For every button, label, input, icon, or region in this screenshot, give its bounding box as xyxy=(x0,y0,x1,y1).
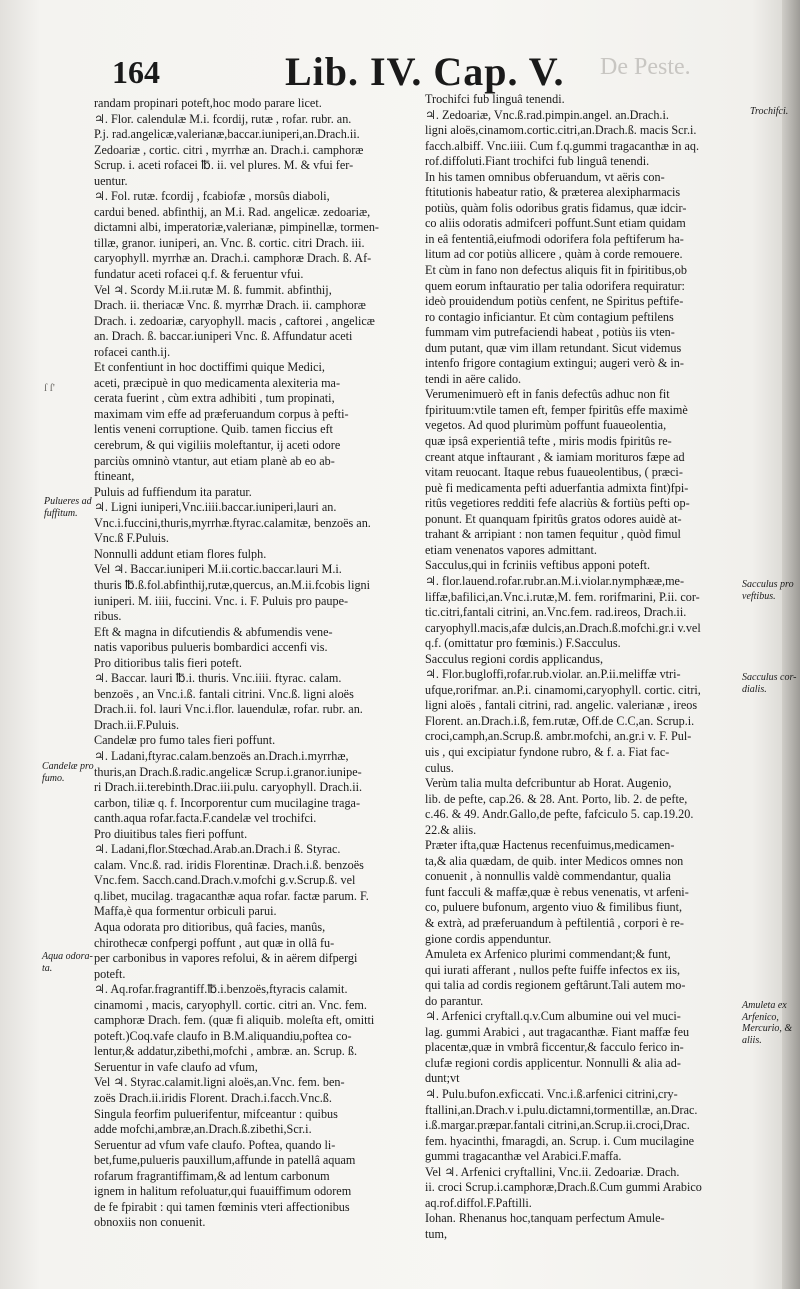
text-line: maximam vim effe ad præferuandum corpus à pefti- xyxy=(94,406,349,421)
text-line: uis , qui excipiatur fyndone rubro, & f. a. Fiat fac- xyxy=(425,744,670,759)
text-line: thuris,an Drach.ß.radic.angelicæ Scrup.i.granor.iunipe- xyxy=(94,764,362,779)
text-line: gione cordis appenduntur. xyxy=(425,931,552,946)
text-line: trahant & arripiant : non tamen fequitur , quòd fimul xyxy=(425,527,681,542)
text-line: vitam reuocant. Itaque rebus fuaueolentibus, ( præci- xyxy=(425,465,683,480)
margin-ink-mark: ſ ſ' xyxy=(44,382,55,394)
text-line: poteft.)Coq.vafe claufo in B.M.aliquandiu,poftea co- xyxy=(94,1028,352,1043)
text-line: ligni aloës , fantali citrini, rad. angelic. valerianæ , ireos xyxy=(425,698,698,713)
text-line: ♃. Arfenici cryftall.q.v.Cum albumine oui vel muci- xyxy=(425,1009,681,1024)
text-line: carbon, tiliæ q. f. Incorporentur cum mucilagine traga- xyxy=(94,795,361,810)
text-line: ignem in halitum refoluatur,qui fuauiffimum odorem xyxy=(94,1184,352,1199)
margin-note-line: fumo. xyxy=(42,772,65,784)
text-line: Vel ♃. Styrac.calamit.ligni aloës,an.Vnc. fem. ben- xyxy=(94,1075,345,1090)
text-line: ♃. Pulu.bufon.exficcati. Vnc.i.ß.arfenici citrini,cry- xyxy=(425,1087,678,1101)
text-line: bet,fume,pulueris pauxillum,affunde in patellâ aquam xyxy=(94,1153,356,1168)
text-line: In his tamen omnibus obferuandum, vt aëris con- xyxy=(425,169,665,184)
text-line: Vel ♃. Baccar.iuniperi M.ii.cortic.baccar.lauri M.i. xyxy=(94,562,342,577)
text-line: puè fi medicamenta pefti aduerfantia admixta fint)fpi- xyxy=(425,480,689,495)
running-title: Lib. IV. Cap. V. xyxy=(285,49,565,94)
text-line: conuenit , à nonnullis valdè commendantur, qualia xyxy=(425,869,671,884)
text-line: Verumenimuerò eft in fanis defectûs adhuc non fit xyxy=(425,387,670,402)
text-line: Scrup. i. aceti rofacei ℔. ii. vel plures. M. & vfui fer- xyxy=(94,158,354,173)
text-line: Vnc.i.fuccini,thuris,myrrhæ.ftyrac.calamitæ, benzoës an. xyxy=(94,515,371,530)
text-line: co, puluere bufonum, argento viuo & fimilibus fiunt, xyxy=(425,900,683,915)
margin-note-aqua xyxy=(42,951,93,974)
text-line: cerebrum, & qui vigiliis moleftantur, ij aceti odore xyxy=(94,438,341,453)
text-line: P.j. rad.angelicæ,valerianæ,baccar.iuniperi,an.Drach.ii. xyxy=(94,127,360,142)
text-line: dictamni albi, imperatoriæ,valerianæ, pimpinellæ, tormen- xyxy=(94,220,379,235)
text-line: benzoës , an Vnc.i.ß. fantali citrini. Vnc.ß. ligni aloës xyxy=(94,686,354,701)
text-line: Vnc.ß F.Puluis. xyxy=(94,531,169,546)
margin-note-line: Amuleta ex xyxy=(742,1000,787,1011)
text-line: ftallini,an.Drach.v i.pulu.dictamni,tormentillæ, an.Drac. xyxy=(425,1102,698,1117)
text-line: ftineant, xyxy=(94,469,135,484)
text-line: ii. croci Scrup.i.camphoræ,Drach.ß.Cum gummi Arabico xyxy=(425,1180,702,1195)
text-line: ♃. Baccar. lauri ℔.i. thuris. Vnc.iiii. ftyrac. calam. xyxy=(94,671,342,686)
text-line: lentis veneni corruptione. Quib. tamen ficcius eft xyxy=(94,422,333,437)
text-line: ftitutionis habeatur ratio, & præterea alexipharmacis xyxy=(425,185,681,200)
margin-note-pulueres xyxy=(44,496,92,519)
text-line: zoës Drach.ii.iridis Florent. Drach.i.facch.Vnc.ß. xyxy=(94,1091,332,1105)
margin-note-line: fuffitum. xyxy=(44,507,78,519)
text-line: Præter ifta,quæ Hactenus recenfuimus,medicamen- xyxy=(425,838,675,853)
text-line: intenfo frigore contagium extingui; augeri verò & in- xyxy=(425,356,684,371)
text-line: rof.diffoluti.Fiant trochifci fub linguâ tenendi. xyxy=(425,154,650,169)
text-line: qui talia ad cordis regionem geftârunt.Tali autem mo- xyxy=(425,978,686,993)
text-line: ro contagio inficiantur. Et cùm contagium peftilens xyxy=(425,309,674,324)
text-line: tic.citri,fantali citrini, an.Vnc.fem. rad.ireos, Drach.ii. xyxy=(425,605,687,620)
text-line: Vel ♃. Arfenici cryftallini, Vnc.ii. Zedoariæ. Drach. xyxy=(425,1164,680,1179)
margin-note-line: veftibus. xyxy=(742,590,776,602)
left-text-column xyxy=(94,96,426,1231)
text-line: q.libet, mucilag. tragacanthæ aqua rofar. factæ parum. F. xyxy=(94,888,369,903)
text-line: quem eorum inftauratio per talia odorifera requiratur: xyxy=(425,278,685,293)
text-line: tillæ, granor. iuniperi, an. Vnc. ß. cortic. citri Drach. iii. xyxy=(94,235,365,250)
text-line: cerata fuerint , cùm extra adhibiti , tum propinati, xyxy=(94,391,335,406)
margin-note-line: Arfenico, xyxy=(742,1011,779,1023)
text-line: lentur,& addatur,zibethi,mofchi , ambræ. an. Scrup. ß. xyxy=(94,1044,358,1059)
text-line: poteft. xyxy=(94,966,126,981)
text-line: Zedoariæ , cortic. citri , myrrhæ an. Drach.i. camphoræ xyxy=(94,142,364,157)
text-line: Eft & magna in difcutiendis & abfumendis vene- xyxy=(94,624,333,639)
text-line: caryophyll. myrrhæ an. Drach.i. camphoræ Drach. ß. Af- xyxy=(94,251,372,266)
text-line: clufæ regioni cordis applicentur. Nonnulli & alia ad- xyxy=(425,1055,681,1070)
text-line: Candelæ pro fumo tales fieri poffunt. xyxy=(94,733,276,748)
text-line: ♃. Ladani,flor.Stœchad.Arab.an.Drach.i ß. Styrac. xyxy=(94,842,341,857)
text-line: iuniperi. M. iiii, fuccini. Vnc. i. F. Puluis pro paupe- xyxy=(94,593,349,608)
text-line: canth.aqua rofar.facta.F.candelæ vel trochifci. xyxy=(94,811,317,826)
text-line: Seruentur ad vfum vafe claufo. Poftea, quando li- xyxy=(94,1137,336,1152)
text-line: ta,& alia quædam, de quib. inter Medicos omnes non xyxy=(425,853,684,868)
margin-note-line: Sacculus pro xyxy=(742,579,794,590)
text-line: de fe fpirabit : qui tamen fœminis vteri affectionibus xyxy=(94,1199,350,1214)
text-line: tum, xyxy=(425,1226,448,1241)
text-line: Verùm talia multa defcribuntur ab Horat. Augenio, xyxy=(425,776,672,791)
text-line: ufque,rorifmar. an.P.i. cinamomi,caryophyll. cortic. citri, xyxy=(425,682,701,697)
text-line: ponunt. Et quanquam fpiritûs gratos odores auidè at- xyxy=(425,511,682,526)
text-line: adde mofchi,ambræ,an.Drach.ß.zibethi,Scr.i. xyxy=(94,1122,312,1137)
text-line: ♃. Fol. rutæ. fcordij , fcabiofæ , morsûs diaboli, xyxy=(94,189,330,204)
text-line: vegetos. Ad quod plurimùm poffunt fuaueolentia, xyxy=(425,418,667,433)
text-line: parciùs omninò vtantur, aut etiam planè ab eo ab- xyxy=(94,453,335,468)
margin-note-line: Pulueres ad xyxy=(44,496,92,507)
text-line: q.f. (omittatur pro fœminis.) F.Sacculus. xyxy=(425,636,621,651)
text-line: Aqua odorata pro ditioribus, quâ facies, manûs, xyxy=(94,919,326,934)
text-line: do parantur. xyxy=(425,993,484,1008)
text-line: c.46. & 49. Andr.Gallo,de pefte, fafciculo 5. cap.19.20. xyxy=(425,807,694,822)
text-line: aq.rof.diffol.F.Paftilli. xyxy=(425,1195,532,1210)
page-header xyxy=(0,48,800,98)
text-line: uentur. xyxy=(94,173,128,188)
book-spine-shadow xyxy=(782,0,800,1289)
text-line: Vel ♃. Scordy M.ii.rutæ M. ß. fummit. abfinthij, xyxy=(94,282,332,297)
text-line: Drach. ii. theriacæ Vnc. ß. myrrhæ Drach. ii. camphoræ xyxy=(94,298,366,313)
text-line: dunt;vt xyxy=(425,1071,460,1086)
text-line: croci,camph,an.Scrup.ß. ambr.mofchi, an.gr.i v. F. Pul- xyxy=(425,729,692,744)
text-line: Amuleta ex Arfenico plurimi commendant;& funt, xyxy=(425,947,671,962)
text-line: Vnc.fem. Sacch.cand.Drach.v.mofchi g.v.Scrup.ß. vel xyxy=(94,873,356,888)
margin-note-line: dialis. xyxy=(742,683,767,695)
text-line: randam propinari poteft,hoc modo parare licet. xyxy=(94,96,322,110)
text-line: fem. hyacinthi, fmaragdi, an. Scrup. i. Cum mucilagine xyxy=(425,1133,695,1148)
text-line: & extrà, ad præferuandum à peftilentiâ , corpori è re- xyxy=(425,915,684,930)
text-line: ♃. Zedoariæ, Vnc.ß.rad.pimpin.angel. an.Drach.i. xyxy=(425,107,669,122)
text-line: Florent. an.Drach.i.ß, fem.rutæ, Off.de C.C,an. Scrup.i. xyxy=(425,713,695,728)
text-line: Nonnulli addunt etiam flores fulph. xyxy=(94,546,267,561)
text-line: lag. gummi Arabici , aut tragacanthæ. Fiant maffæ feu xyxy=(425,1024,690,1039)
text-line: Maffa,è qua formentur orbiculi parui. xyxy=(94,904,277,919)
text-line: rofacei canth.ij. xyxy=(94,344,171,359)
text-line: in eâ fententiâ,eiufmodi odorifera fola peftiferum ha- xyxy=(425,231,684,246)
text-line: rofarum fragrantiffimam,& ad lentum carbonum xyxy=(94,1168,330,1183)
text-line: etiam venenatos vapores admittant. xyxy=(425,542,597,557)
margin-note-line: ta. xyxy=(42,962,53,974)
text-line: ligni aloës,cinamom.cortic.citri,an.Drach.ß. macis Scr.i. xyxy=(425,123,697,138)
text-line: an. Drach. ß. baccar.iuniperi Vnc. ß. Affundatur aceti xyxy=(94,329,353,344)
text-line: Singula feorfim puluerifentur, mifceantur : quibus xyxy=(94,1106,338,1121)
text-line: cardui bened. abfinthij, an M.i. Rad. angelicæ. zedoariæ, xyxy=(94,204,371,219)
text-line: i.ß.margar.præpar.fantali citrini,an.Scrup.ii.croci,Drac. xyxy=(425,1118,690,1133)
text-line: tendi in aëre calido. xyxy=(425,371,522,386)
text-line: ♃. Flor. calendulæ M.i. fcordij, rutæ , rofar. rubr. an. xyxy=(94,111,352,126)
margin-note-line: aliis. xyxy=(742,1034,762,1046)
text-line: Drach.ii. fol. lauri Vnc.i.flor. lauendulæ, rofar. rubr. an. xyxy=(94,702,363,717)
text-line: funt facculi & maffæ,quæ è rebus venenatis, vt arfeni- xyxy=(425,884,689,899)
text-line: Trochifci fub linguâ tenendi. xyxy=(425,92,565,106)
margin-note-candelae xyxy=(42,761,94,784)
text-line: ♃. Ladani,ftyrac.calam.benzoës an.Drach.i.myrrhæ, xyxy=(94,748,349,763)
text-line: ♃. Flor.bugloffi,rofar.rub.violar. an.P.ii.meliffæ vtri- xyxy=(425,667,681,682)
text-line: obnoxiis non conuenit. xyxy=(94,1215,206,1230)
text-line: caryophyll.macis,afæ dulcis,an.Drach.ß.mofchi.gr.i v.vel xyxy=(425,620,701,635)
show-through-title: De Peste. xyxy=(600,54,691,80)
text-line: Et cùm in fano non defectus aliquis fit in fpiritibus,ob xyxy=(425,263,687,278)
page-number: 164 xyxy=(112,54,160,90)
text-line: culus. xyxy=(425,760,454,775)
text-line: qui iurati afferant , nullos pefte fuiffe infectos ex iis, xyxy=(425,962,681,977)
margin-note-line: Mercurio, & xyxy=(742,1023,793,1034)
text-line: Drach. i. zedoariæ, caryophyll. macis , caftorei , angelicæ xyxy=(94,313,375,328)
text-line: ritûs vegetiores redditi fefe alacriùs & fortiùs pefti op- xyxy=(425,496,690,511)
text-line: aceti, præcipuè in quo medicamenta alexiteria ma- xyxy=(94,375,341,390)
text-line: ri Drach.ii.terebinth.Drac.iii.pulu. caryophyll. Drach.ii. xyxy=(94,780,363,795)
text-line: gummi tragacanthæ vel Arabici.F.maffa. xyxy=(425,1149,622,1164)
text-line: camphoræ Drach. fem. (quæ fi aliquib. moleſta eft, omitti xyxy=(94,1013,375,1028)
text-line: thuris ℔.ß.fol.abfinthij,rutæ,quercus, an.M.ii.fcobis ligni xyxy=(94,577,371,592)
text-line: ribus. xyxy=(94,609,122,624)
margin-note-line: Sacculus cor- xyxy=(742,672,797,683)
text-line: facch.albiff. Vnc.iiii. Cum f.q.gummi tragacanthæ in aq. xyxy=(425,138,700,153)
text-line: Et confentiunt in hoc doctiffimi quique Medici, xyxy=(94,360,325,375)
text-line: 22.& aliis. xyxy=(425,822,477,837)
right-text-column xyxy=(425,92,753,1242)
text-line: Seruentur in vafe claufo ad vfum, xyxy=(94,1059,258,1074)
text-line: potiùs, quàm folis odoribus gratis fidamus, quæ idcir- xyxy=(425,200,687,215)
text-line: Pro diuitibus tales fieri poffunt. xyxy=(94,826,248,841)
margin-note-line: Trochifci. xyxy=(750,106,789,117)
text-line: fummam vim putrefaciendi habeat , potiùs iis vten- xyxy=(425,325,675,340)
text-line: calam. Vnc.ß. rad. iridis Florentinæ. Drach.i.ß. benzoës xyxy=(94,857,364,872)
text-line: Iohan. Rhenanus hoc,tanquam perfectum Amule- xyxy=(425,1211,665,1226)
text-line: ♃. flor.lauend.rofar.rubr.an.M.i.violar.nymphææ,me- xyxy=(425,573,685,588)
text-line: cinamomi , macis, caryophyll. cortic. citri an. Vnc. fem. xyxy=(94,997,367,1012)
margin-note-line: Candelæ pro xyxy=(42,761,94,772)
text-line: liffæ,bafilici,an.Vnc.i.rutæ,M. fem. rorifmarini, P.ii. cor- xyxy=(425,589,700,604)
text-line: quæ ipsâ experientiâ tefte , miris modis fpiritûs re- xyxy=(425,434,672,449)
text-line: per carbonibus in vapores refolui, & in aërem difpergi xyxy=(94,951,358,966)
margin-note-line: Aqua odora- xyxy=(42,951,93,962)
text-line: natis vaporibus pulueris bombardici accenfi vis. xyxy=(94,640,328,655)
text-line: placentæ,quæ in vmbrâ ficcentur,& facculo ferico in- xyxy=(425,1040,684,1055)
text-line: Sacculus regioni cordis applicandus, xyxy=(425,651,604,666)
text-line: ♃. Aq.rofar.fragrantiff.℔.i.benzoës,ftyracis calamit. xyxy=(94,982,348,997)
text-line: Puluis ad fuffiendum ita paratur. xyxy=(94,484,252,499)
text-line: fundatur aceti rofacei q.f. & feruentur vfui. xyxy=(94,267,304,282)
text-line: Pro ditioribus talis fieri poteft. xyxy=(94,655,242,670)
text-line: fpirituum:vtile tamen eft, femper fpiritûs effe maximè xyxy=(425,402,688,417)
text-line: litum ad cor potiùs allicere , quàm à corde remouere. xyxy=(425,247,683,262)
text-line: Sacculus,qui in fcriniis veftibus apponi poteft. xyxy=(425,558,651,573)
text-line: ideò prouidendum potiùs cenfent, ne Spiritus peftife- xyxy=(425,294,684,309)
text-line: co aliis odoratis admifceri poffunt.Sunt etiam quidam xyxy=(425,216,686,231)
text-line: creant atque inftaurant , & iamiam morituros fæpe ad xyxy=(425,449,685,464)
text-line: Drach.ii.F.Puluis. xyxy=(94,717,180,732)
text-line: chirothecæ confpergi poffunt , aut quæ in ollâ fu- xyxy=(94,935,335,950)
text-line: dum putant, quæ vim illam retundant. Sicut videmus xyxy=(425,340,682,355)
text-line: lib. de pefte, cap.26. & 28. Ant. Porto, lib. 2. de pefte, xyxy=(425,791,688,806)
text-line: ♃. Ligni iuniperi,Vnc.iiii.baccar.iuniperi,lauri an. xyxy=(94,500,337,515)
